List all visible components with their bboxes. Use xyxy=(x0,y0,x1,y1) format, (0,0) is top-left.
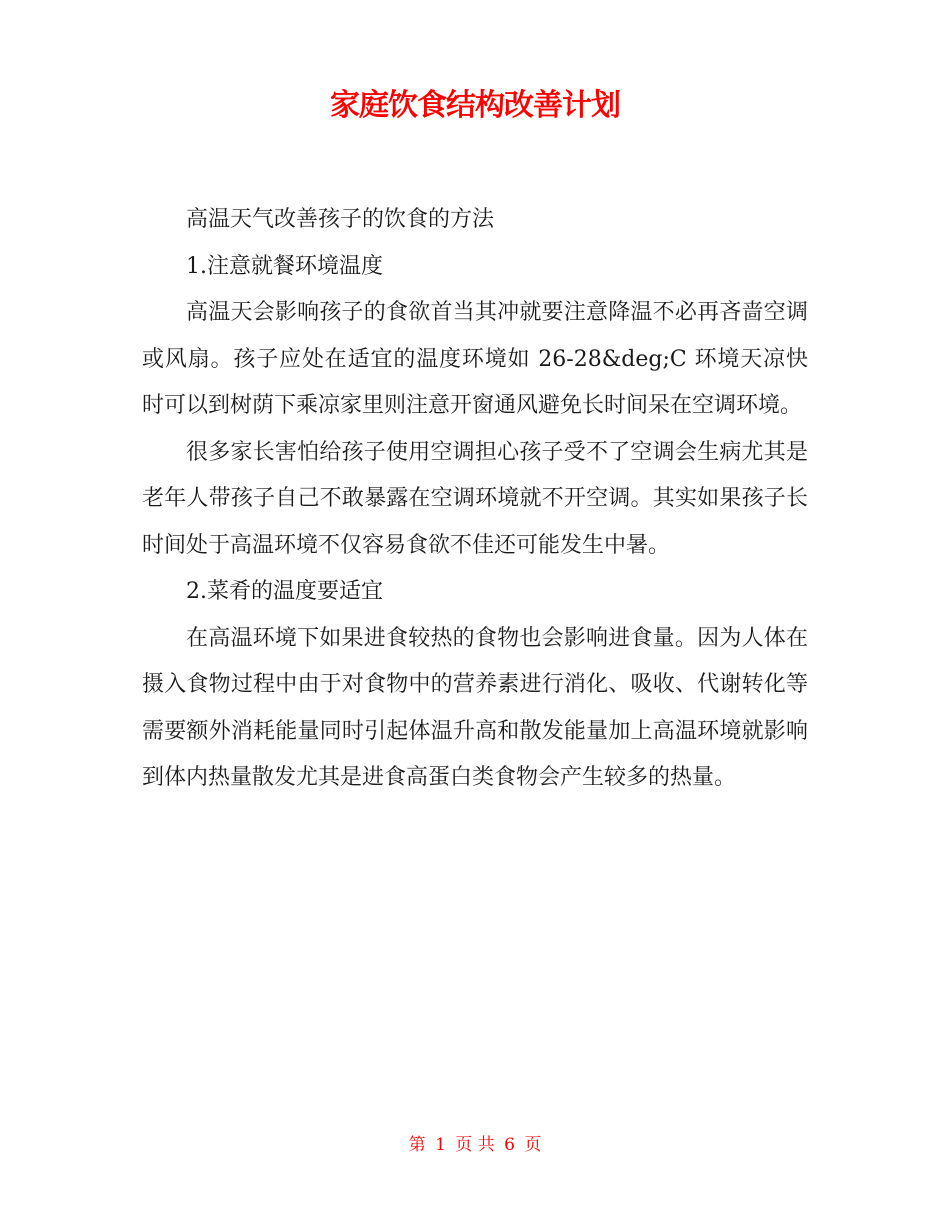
paragraph-heading: 高温天气改善孩子的饮食的方法 xyxy=(186,207,495,232)
paragraph-body: 在高温环境下如果进食较热的食物也会影响进食量。因为人体在摄入食物过程中由于对食物中的营养素进行消化、吸收、代谢转化等需要额外消耗能量同时引起体温升高和散发能量加上高温环境就影响到体内热量散发尤其是进食高蛋白类食物会产生较多的热量。 xyxy=(142,625,808,790)
paragraph-body: 高温天会影响孩子的食欲首当其冲就要注意降温不必再吝啬空调或风扇。孩子应处在适宜的温度环境如 26-28&deg;C 环境天凉快时可以到树荫下乘凉家里则注意开窗通风避免长时间呆在空调环境。 xyxy=(142,300,808,418)
page-footer xyxy=(0,1133,950,1157)
page-label-suffix: 页 xyxy=(524,1135,542,1155)
paragraph-section-2: 2.菜肴的温度要适宜 xyxy=(186,579,383,604)
paragraph-section-1: 1.注意就餐环境温度 xyxy=(186,253,383,279)
current-page-number: 1 xyxy=(435,1135,446,1155)
document-body xyxy=(142,197,808,802)
page-label-mid: 页 共 xyxy=(455,1135,495,1155)
document-title: 家庭饮食结构改善计划 xyxy=(330,88,620,123)
page-label-prefix: 第 xyxy=(408,1135,426,1155)
total-pages-number: 6 xyxy=(504,1135,515,1155)
paragraph-body: 很多家长害怕给孩子使用空调担心孩子受不了空调会生病尤其是老年人带孩子自己不敢暴露在空调环境就不开空调。其实如果孩子长时间处于高温环境不仅容易食欲不佳还可能发生中暑。 xyxy=(142,439,808,558)
